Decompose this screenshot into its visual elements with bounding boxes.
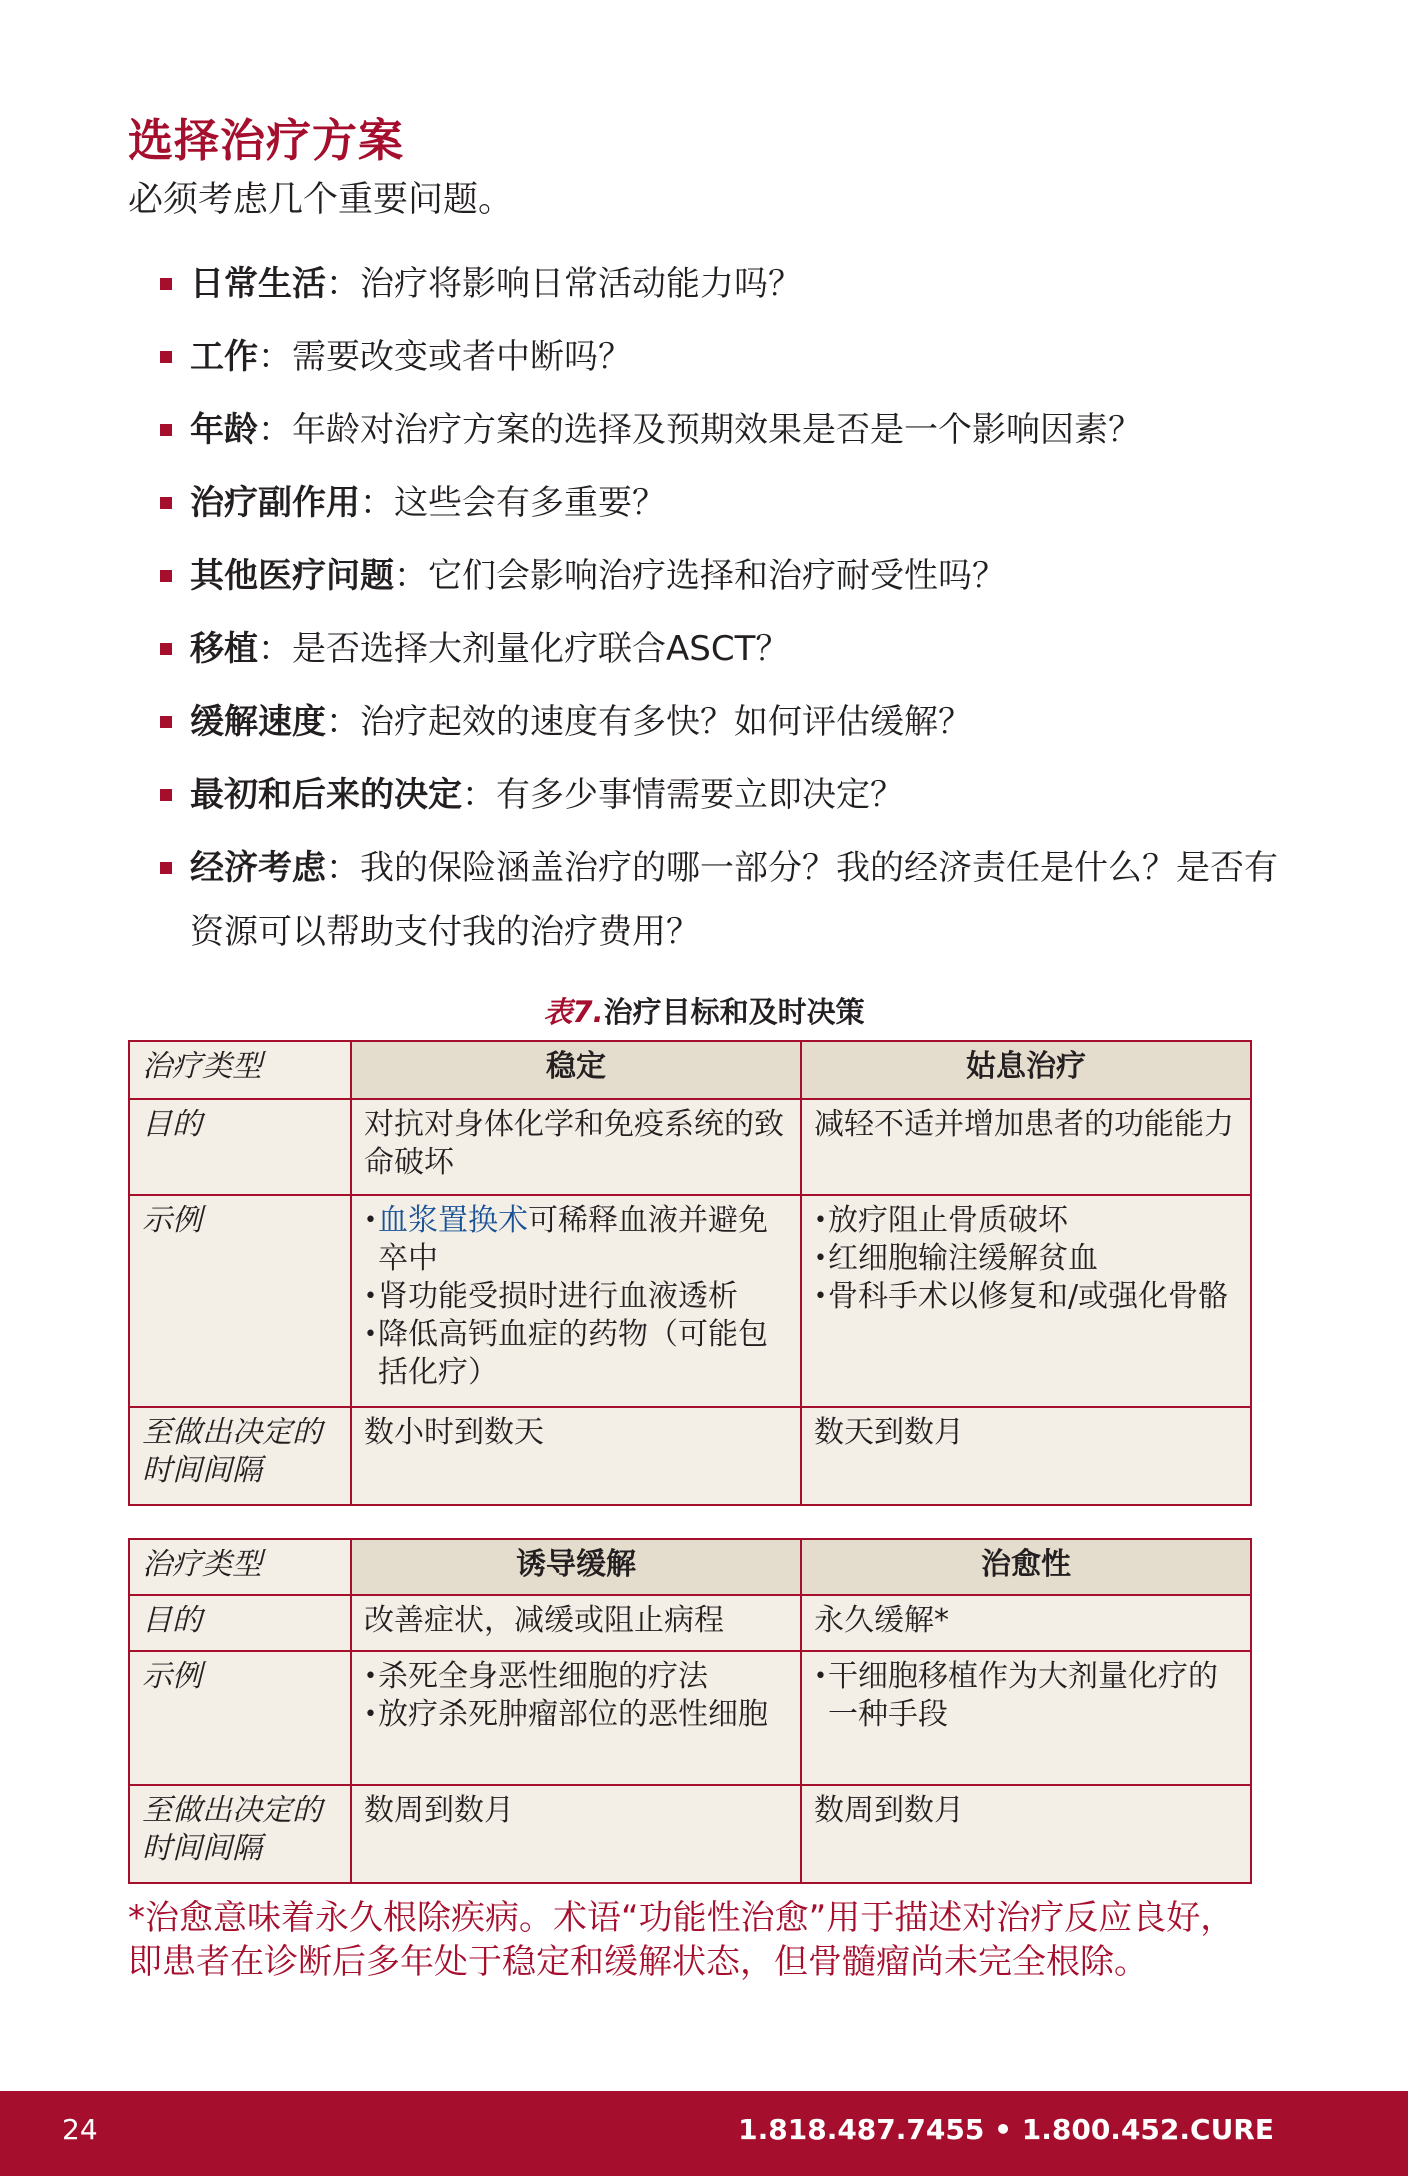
column-header: 治愈性 [801, 1539, 1251, 1595]
table-cell: 数天到数月 [801, 1407, 1251, 1505]
item-term: 缓解速度 [190, 702, 326, 742]
row-label: 示例 [129, 1195, 351, 1407]
list-item [160, 690, 1280, 754]
table-cell: 永久缓解* [801, 1595, 1251, 1651]
row-label: 至做出决定的时间间隔 [129, 1407, 351, 1505]
example-list [814, 1202, 1238, 1316]
item-text: ：这些会有多重要？ [360, 483, 666, 523]
treatment-table-2 [128, 1538, 1252, 1884]
list-item: • 放疗杀死肿瘤部位的恶性细胞 [364, 1696, 788, 1734]
row-label: 目的 [129, 1099, 351, 1195]
list-item: • 骨科手术以修复和/或强化骨骼 [814, 1278, 1238, 1316]
item-text: ：年龄对治疗方案的选择及预期效果是否是一个影响因素？ [258, 410, 1142, 450]
table-row [129, 1651, 1251, 1785]
considerations-list [160, 252, 1280, 973]
row-label: 治疗类型 [129, 1539, 351, 1595]
table-cell [801, 1195, 1251, 1407]
table-cell: 改善症状，减缓或阻止病程 [351, 1595, 801, 1651]
table-row [129, 1407, 1251, 1505]
item-term: 最初和后来的决定 [190, 775, 462, 815]
table-header-row [129, 1041, 1251, 1099]
intro-text: 必须考虑几个重要问题。 [128, 180, 514, 220]
list-item [160, 325, 1280, 389]
table-caption [0, 990, 1408, 1031]
list-item [160, 544, 1280, 608]
example-list [814, 1658, 1238, 1734]
plasmapheresis-link[interactable]: 血浆置换术 [378, 1203, 528, 1238]
column-header: 稳定 [351, 1041, 801, 1099]
table-cell: 数周到数月 [351, 1785, 801, 1883]
item-term: 日常生活 [190, 264, 326, 304]
table-cell: 对抗对身体化学和免疫系统的致命破坏 [351, 1099, 801, 1195]
list-item: • 干细胞移植作为大剂量化疗的一种手段 [814, 1658, 1238, 1734]
row-label: 治疗类型 [129, 1041, 351, 1099]
treatment-table-1 [128, 1040, 1252, 1506]
table-header-row [129, 1539, 1251, 1595]
table-cell: 数小时到数天 [351, 1407, 801, 1505]
row-label: 示例 [129, 1651, 351, 1785]
table-caption-text: 治疗目标和及时决策 [603, 995, 865, 1029]
list-item [160, 617, 1280, 681]
item-term: 移植 [190, 629, 258, 669]
page-number: 24 [62, 2113, 98, 2146]
example-list [364, 1202, 788, 1392]
item-text: ：治疗起效的速度有多快？如何评估缓解？ [326, 702, 972, 742]
table-row [129, 1099, 1251, 1195]
list-item: • 红细胞输注缓解贫血 [814, 1240, 1238, 1278]
item-text: ：是否选择大剂量化疗联合ASCT？ [258, 629, 790, 669]
list-item [364, 1202, 788, 1278]
column-header: 姑息治疗 [801, 1041, 1251, 1099]
table-row [129, 1195, 1251, 1407]
list-item [160, 836, 1280, 964]
list-item [160, 398, 1280, 462]
phone-numbers: 1.818.487.7455 • 1.800.452.CURE [738, 2113, 1274, 2146]
table-row [129, 1595, 1251, 1651]
table-cell [351, 1195, 801, 1407]
item-text: ：它们会影响治疗选择和治疗耐受性吗？ [394, 556, 1006, 596]
item-term: 经济考虑 [190, 848, 326, 888]
item-text: ：有多少事情需要立即决定？ [462, 775, 904, 815]
table-row [129, 1785, 1251, 1883]
item-term: 工作 [190, 337, 258, 377]
table-cell [351, 1651, 801, 1785]
item-text: ：治疗将影响日常活动能力吗？ [326, 264, 802, 304]
item-text: ：需要改变或者中断吗？ [258, 337, 632, 377]
list-item [160, 471, 1280, 535]
list-item [160, 763, 1280, 827]
example-list [364, 1658, 788, 1734]
item-text: 可稀释血液并避免卒中 [378, 1203, 768, 1276]
item-term: 治疗副作用 [190, 483, 360, 523]
list-item [160, 252, 1280, 316]
table-cell: 数周到数月 [801, 1785, 1251, 1883]
row-label: 至做出决定的时间间隔 [129, 1785, 351, 1883]
item-term: 其他医疗问题 [190, 556, 394, 596]
column-header: 诱导缓解 [351, 1539, 801, 1595]
table-number: 表7. [543, 995, 604, 1029]
item-term: 年龄 [190, 410, 258, 450]
list-item: • 杀死全身恶性细胞的疗法 [364, 1658, 788, 1696]
item-text: ：我的保险涵盖治疗的哪一部分？我的经济责任是什么？是否有资源可以帮助支付我的治疗费用？ [190, 848, 1278, 952]
footnote: *治愈意味着永久根除疾病。术语“功能性治愈”用于描述对治疗反应良好，即患者在诊断后多年处于稳定和缓解状态，但骨髓瘤尚未完全根除。 [128, 1898, 1235, 1982]
list-item: • 肾功能受损时进行血液透析 [364, 1278, 788, 1316]
list-item: • 降低高钙血症的药物（可能包括化疗） [364, 1316, 788, 1392]
page-title: 选择治疗方案 [128, 114, 405, 167]
list-item: • 放疗阻止骨质破坏 [814, 1202, 1238, 1240]
table-cell [801, 1651, 1251, 1785]
table-cell: 减轻不适并增加患者的功能能力 [801, 1099, 1251, 1195]
row-label: 目的 [129, 1595, 351, 1651]
page-footer [0, 2091, 1408, 2176]
